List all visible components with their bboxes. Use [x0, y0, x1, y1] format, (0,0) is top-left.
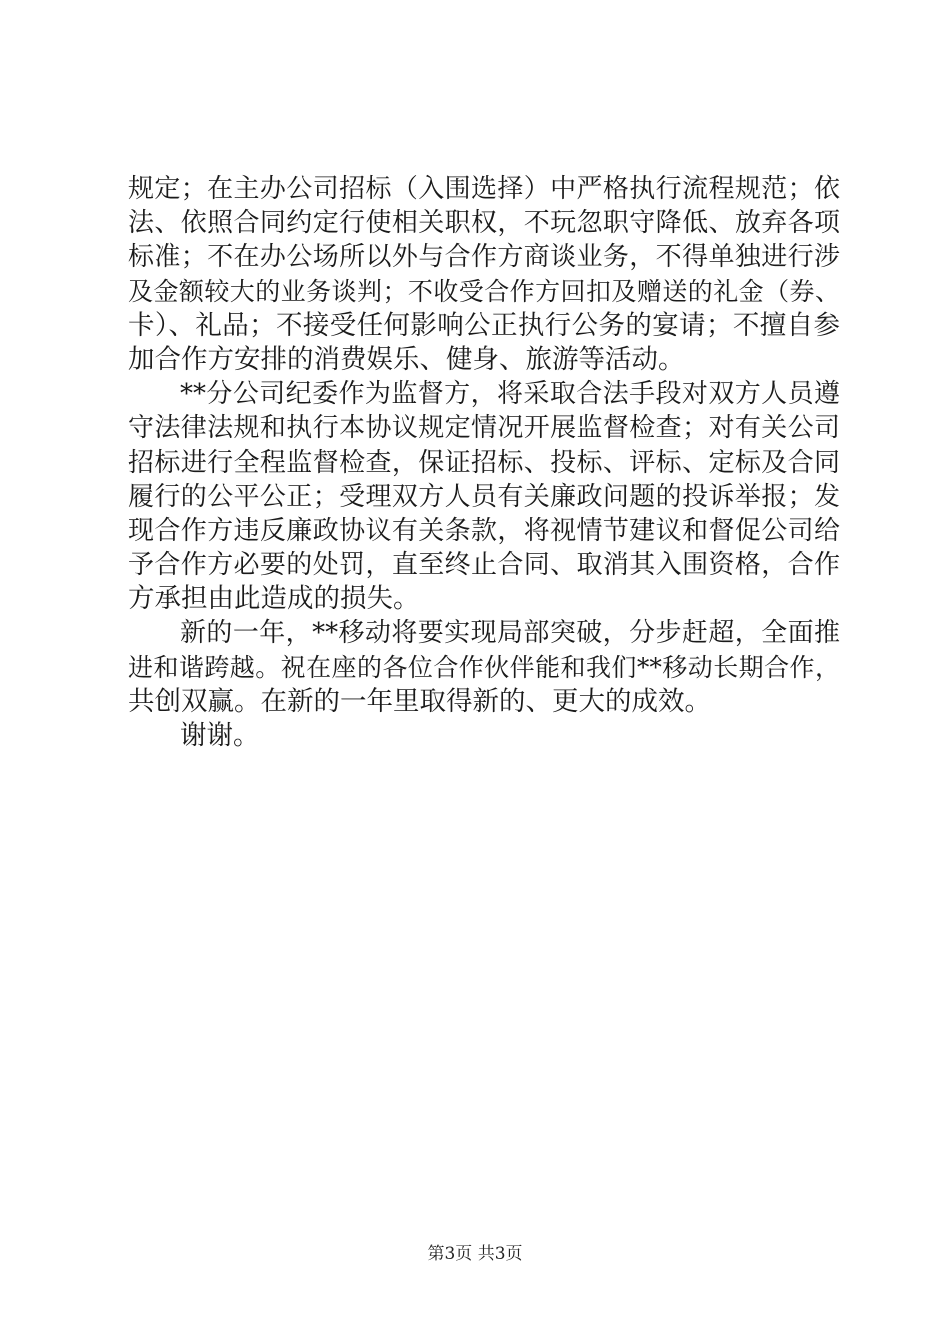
paragraph-1: [128, 172, 840, 377]
text-line: 共创双赢。在新的一年里取得新的、更大的成效。: [128, 685, 711, 717]
text-line: 新的一年，**移动将要实现局部突破，分步赶超，全面推: [180, 618, 840, 649]
text-line: 标准；不在办公场所以外与合作方商谈业务，不得单独进行涉: [128, 242, 840, 273]
text-line: 守法律法规和执行本协议规定情况开展监督检查；对有关公司: [128, 413, 840, 444]
text-line: 法、依照合同约定行使相关职权，不玩忽职守降低、放弃各项: [128, 208, 840, 239]
text-line: 及金额较大的业务谈判；不收受合作方回扣及赠送的礼金（券、: [128, 276, 840, 306]
text-line: 招标进行全程监督检查，保证招标、投标、评标、定标及合同: [128, 447, 840, 478]
text-line: 卡）、礼品；不接受任何影响公正执行公务的宴请；不擅自参: [128, 309, 840, 341]
text-line: **分公司纪委作为监督方，将采取合法手段对双方人员遵: [180, 379, 840, 410]
text-line: 进和谐跨越。祝在座的各位合作伙伴能和我们**移动长期合作，: [128, 652, 840, 682]
document-body: [128, 172, 840, 753]
text-line: 规定；在主办公司招标（入围选择）中严格执行流程规范；依: [128, 174, 840, 204]
text-line: 履行的公平公正；受理双方人员有关廉政问题的投诉举报；发: [128, 481, 840, 512]
text-line: 方承担由此造成的损失。: [128, 583, 420, 615]
paragraph-3: [128, 616, 840, 719]
text-line: 予合作方必要的处罚，直至终止合同、取消其入围资格，合作: [128, 550, 840, 581]
text-line: 现合作方违反廉政协议有关条款，将视情节建议和督促公司给: [128, 515, 840, 546]
paragraph-2: [128, 377, 840, 616]
text-line: 谢谢。: [180, 720, 260, 751]
text-line: 加合作方安排的消费娱乐、健身、旅游等活动。: [128, 343, 685, 375]
page-number-footer: 第3页 共3页: [427, 1244, 523, 1264]
paragraph-4: [128, 719, 840, 753]
